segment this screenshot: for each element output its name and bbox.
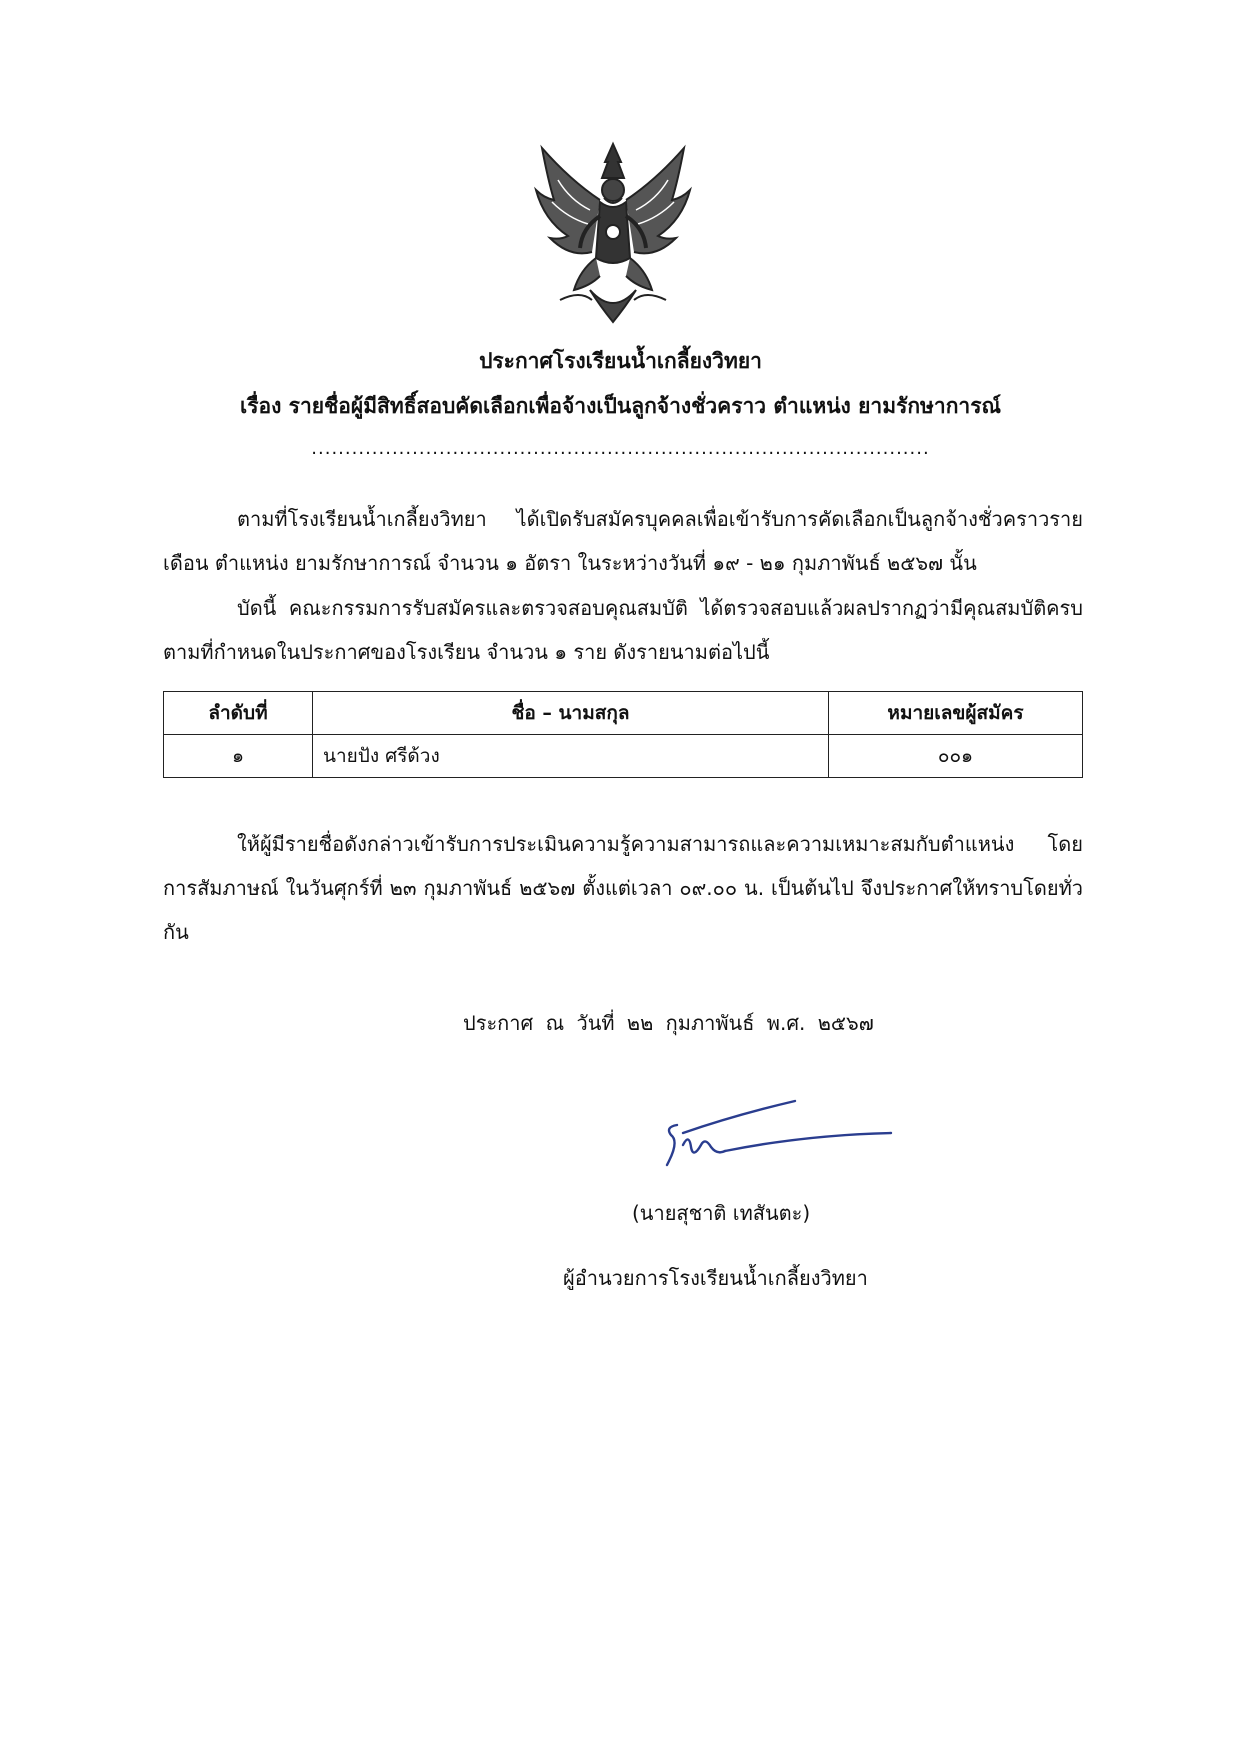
cell-order: ๑ [164, 735, 313, 778]
table-header-row [164, 692, 1083, 735]
candidate-table [163, 691, 1083, 778]
paragraph-committee: บัดนี้ คณะกรรมการรับสมัครและตรวจสอบคุณสมบัติ ได้ตรวจสอบแล้วผลปรากฏว่ามีคุณสมบัติครบตามที่กำหนดในประกาศของโรงเรียน จำนวน ๑ ราย ดังรายนามต่อไปนี้ [163, 596, 1083, 664]
announcement-title: ประกาศโรงเรียนน้ำเกลี้ยงวิทยา [479, 349, 762, 373]
signer-name: (นายสุชาติ เทสันตะ) [632, 1201, 811, 1225]
announcement-subject: เรื่อง รายชื่อผู้มีสิทธิ์สอบคัดเลือกเพื่อจ้างเป็นลูกจ้างชั่วคราว ตำแหน่ง ยามรักษาการณ์ [240, 394, 1001, 418]
cell-applicant-id: ๐๐๑ [829, 735, 1083, 778]
signature-icon [625, 1075, 905, 1185]
header-applicant-id: หมายเลขผู้สมัคร [829, 692, 1083, 735]
cell-name: นายปัง ศรีด้วง [313, 735, 829, 778]
title-separator: ............................................................................................ [311, 438, 930, 459]
paragraph-interview: ให้ผู้มีรายชื่อดังกล่าวเข้ารับการประเมินความรู้ความสามารถและความเหมาะสมกับตำแหน่ง โดยการสัมภาษณ์ ในวันศุกร์ที่ ๒๓ กุมภาพันธ์ ๒๕๖๗ ตั้งแต่เวลา ๐๙.๐๐ น. เป็นต้นไป จึงประกาศให้ทราบโดยทั่วกัน [163, 832, 1083, 944]
garuda-emblem-icon [530, 140, 696, 328]
paragraph-opening: ตามที่โรงเรียนน้ำเกลี้ยงวิทยา ได้เปิดรับสมัครบุคคลเพื่อเข้ารับการคัดเลือกเป็นลูกจ้างชั่วคราวรายเดือน ตำแหน่ง ยามรักษาการณ์ จำนวน ๑ อัตรา ในระหว่างวันที่ ๑๙ - ๒๑ กุมภาพันธ์ ๒๕๖๗ นั้น [163, 507, 1083, 575]
table-row [164, 735, 1083, 778]
announcement-date: ประกาศ ณ วันที่ ๒๒ กุมภาพันธ์ พ.ศ. ๒๕๖๗ [463, 1011, 874, 1035]
signer-position: ผู้อำนวยการโรงเรียนน้ำเกลี้ยงวิทยา [563, 1266, 868, 1290]
header-order: ลำดับที่ [164, 692, 313, 735]
header-name: ชื่อ – นามสกุล [313, 692, 829, 735]
